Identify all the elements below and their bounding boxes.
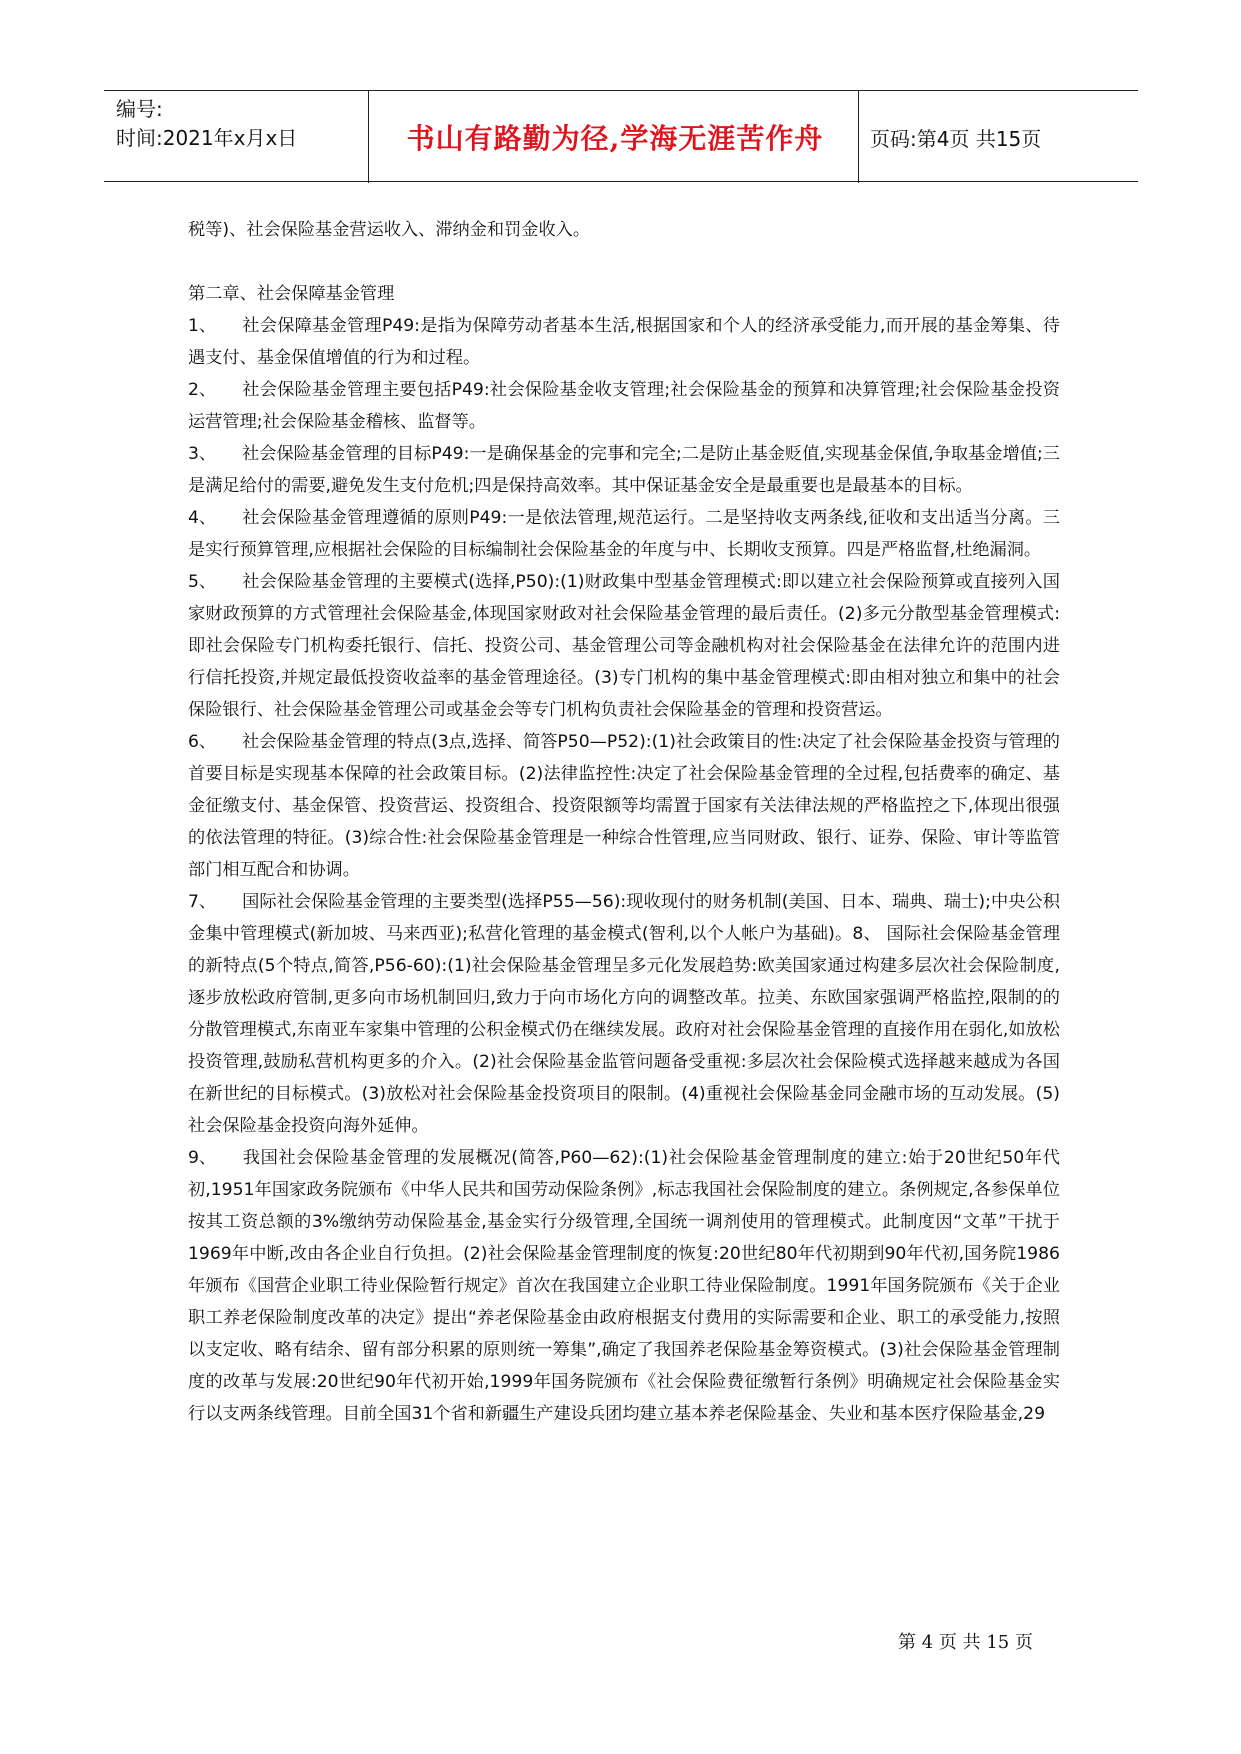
item-number: 3、	[188, 444, 217, 464]
header-meta	[116, 95, 366, 179]
time-label: 时间:2021年x月x日	[116, 126, 298, 150]
chapter-title: 第二章、社会保障基金管理	[188, 284, 395, 304]
list-item	[188, 886, 1060, 1142]
item-number: 9、	[188, 1148, 217, 1168]
item-number: 4、	[188, 508, 217, 528]
serial-label: 编号:	[116, 97, 163, 121]
header-motto: 书山有路勤为径,学海无涯苦作舟	[406, 122, 824, 155]
list-item	[188, 1142, 1060, 1430]
item-text: 社会保障基金管理P49:是指为保障劳动者基本生活,根据国家和个人的经济承受能力,而开展的基金筹集、待遇支付、基金保值增值的行为和过程。	[188, 316, 1060, 368]
list-item	[188, 374, 1060, 438]
list-item	[188, 438, 1060, 502]
item-text: 国际社会保险基金管理的主要类型(选择P55—56):现收现付的财务机制(美国、日本、瑞典、瑞士);中央公积金集中管理模式(新加坡、马来西亚);私营化管理的基金模式(智利,以个人帐户为基础)。8、 国际社会保险基金管理的新特点(5个特点,简答,P56-60):(1)社会保险基金管理呈多元化发展趋势:欧美国家通过构建多层次社会保险制度,逐步放松政府管制,更多向市场机制回归,致力于向市场化方向的调整改革。拉美、东欧国家强调严格监控,限制的的分散管理模式,东南亚车家集中管理的公积金模式仍在继续发展。政府对社会保险基金管理的直接作用在弱化,如放松投资管理,鼓励私营机构更多的介入。(2)社会保险基金监管问题备受重视:多层次社会保险模式选择越来越成为各国在新世纪的目标模式。(3)放松对社会保险基金投资项目的限制。(4)重视社会保险基金同金融市场的互动发展。(5)社会保险基金投资向海外延伸。	[188, 892, 1060, 1136]
page-header	[104, 90, 1138, 182]
list-item	[188, 726, 1060, 886]
item-text: 我国社会保险基金管理的发展概况(简答,P60—62):(1)社会保险基金管理制度的建立:始于20世纪50年代初,1951年国家政务院颁布《中华人民共和国劳动保险条例》,标志我国社会保险制度的建立。条例规定,各参保单位按其工资总额的3%缴纳劳动保险基金,基金实行分级管理,全国统一调剂使用的管理模式。此制度因“文革”干扰于1969年中断,改由各企业自行负担。(2)社会保险基金管理制度的恢复:20世纪80年代初期到90年代初,国务院1986年颁布《国营企业职工待业保险暂行规定》首次在我国建立企业职工待业保险制度。1991年国务院颁布《关于企业职工养老保险制度改革的决定》提出“养老保险基金由政府根据支付费用的实际需要和企业、职工的承受能力,按照以支定收、略有结余、留有部分积累的原则统一筹集”,确定了我国养老保险基金筹资模式。(3)社会保险基金管理制度的改革与发展:20世纪90年代初开始,1999年国务院颁布《社会保险费征缴暂行条例》明确规定社会保险基金实行以支两条线管理。目前全国31个省和新疆生产建设兵团均建立基本养老保险基金、失业和基本医疗保险基金,29	[188, 1148, 1060, 1424]
intro-paragraph: 税等)、社会保险基金营运收入、滞纳金和罚金收入。	[188, 220, 591, 240]
list-item	[188, 566, 1060, 726]
item-number: 1、	[188, 316, 217, 336]
item-number: 2、	[188, 380, 217, 400]
header-divider	[858, 91, 859, 183]
list-item	[188, 502, 1060, 566]
list-item	[188, 310, 1060, 374]
item-text: 社会保险基金管理主要包括P49:社会保险基金收支管理;社会保险基金的预算和决算管理;社会保险基金投资运营管理;社会保险基金稽核、监督等。	[188, 380, 1060, 432]
item-text: 社会保险基金管理遵循的原则P49:一是依法管理,规范运行。二是坚持收支两条线,征收和支出适当分离。三是实行预算管理,应根据社会保险的目标编制社会保险基金的年度与中、长期收支预算。四是严格监督,杜绝漏洞。	[188, 508, 1060, 560]
item-text: 社会保险基金管理的目标P49:一是确保基金的完事和完全;二是防止基金贬值,实现基金保值,争取基金增值;三是满足给付的需要,避免发生支付危机;四是保持高效率。其中保证基金安全是最重要也是最基本的目标。	[188, 444, 1060, 496]
item-number: 5、	[188, 572, 217, 592]
item-text: 社会保险基金管理的特点(3点,选择、简答P50—P52):(1)社会政策目的性:决定了社会保险基金投资与管理的首要目标是实现基本保障的社会政策目标。(2)法律监控性:决定了社会保险基金管理的全过程,包括费率的确定、基金征缴支付、基金保管、投资营运、投资组合、投资限额等均需置于国家有关法律法规的严格监控之下,体现出很强的依法管理的特征。(3)综合性:社会保险基金管理是一种综合性管理,应当同财政、银行、证券、保险、审计等监管部门相互配合和协调。	[188, 732, 1060, 880]
header-divider	[368, 91, 369, 183]
page-footer: 第 4 页 共 15 页	[898, 1632, 1033, 1653]
item-number: 7、	[188, 892, 217, 912]
document-body	[188, 214, 1060, 1430]
item-text: 社会保险基金管理的主要模式(选择,P50):(1)财政集中型基金管理模式:即以建立社会保险预算或直接列入国家财政预算的方式管理社会保险基金,体现国家财政对社会保险基金管理的最后责任。(2)多元分散型基金管理模式:即社会保险专门机构委托银行、信托、投资公司、基金管理公司等金融机构对社会保险基金在法律允许的范围内进行信托投资,并规定最低投资收益率的基金管理途径。(3)专门机构的集中基金管理模式:即由相对独立和集中的社会保险银行、社会保险基金管理公司或基金会等专门机构负责社会保险基金的管理和投资营运。	[188, 572, 1060, 720]
item-number: 6、	[188, 732, 217, 752]
header-page-label: 页码:第4页 共15页	[870, 126, 1042, 151]
